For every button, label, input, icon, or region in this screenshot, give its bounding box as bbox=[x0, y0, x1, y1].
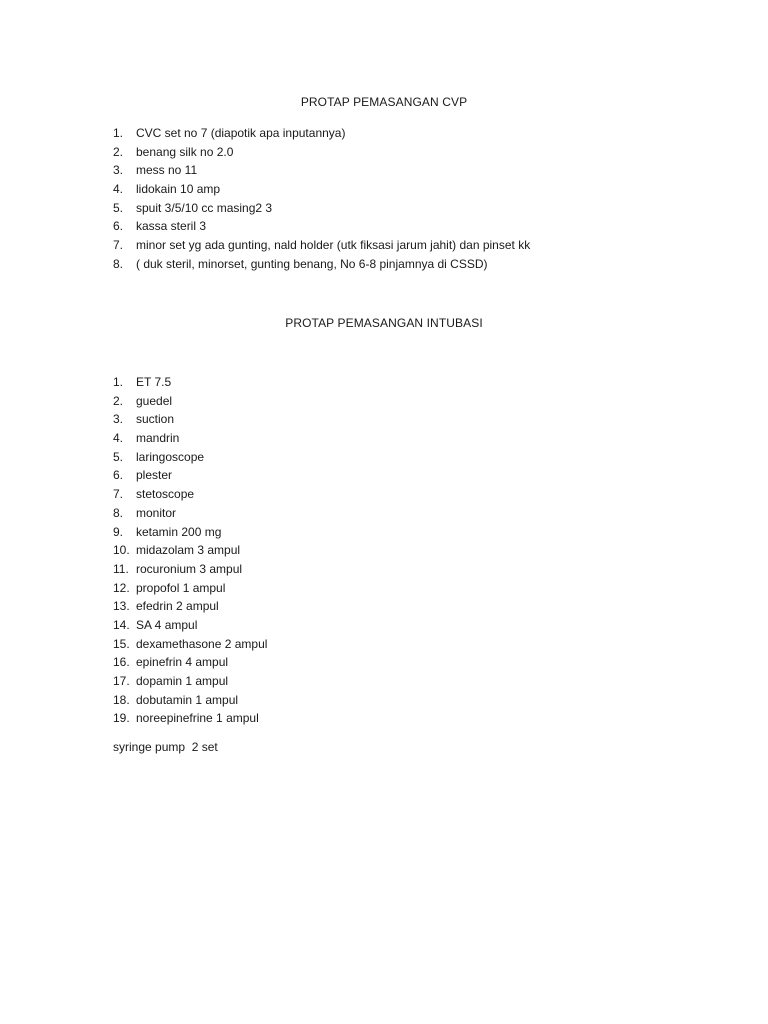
list-item-text: mandrin bbox=[136, 431, 180, 446]
list-item-text: guedel bbox=[136, 393, 173, 408]
list-item bbox=[113, 466, 267, 485]
list-item-number: 7. bbox=[113, 238, 124, 253]
list-item-text: benang silk no 2.0 bbox=[136, 144, 234, 159]
list-item-text: mess no 11 bbox=[136, 163, 198, 178]
list-item-text: minor set yg ada gunting, nald holder (utk fiksasi jarum jahit) dan pinset kk bbox=[136, 238, 531, 253]
list-item-text: noreepinefrine 1 ampul bbox=[136, 711, 259, 726]
list-item-text: SA 4 ampul bbox=[136, 617, 198, 632]
list-item-number: 1. bbox=[113, 126, 124, 140]
list-item-number: 4. bbox=[113, 431, 124, 446]
list-item bbox=[113, 616, 267, 635]
list-item-number: 9. bbox=[113, 524, 124, 539]
list-item bbox=[113, 485, 267, 504]
list-item bbox=[113, 635, 267, 654]
list-item bbox=[113, 161, 530, 180]
list-item bbox=[113, 691, 267, 710]
list-item bbox=[113, 579, 267, 598]
list-item bbox=[113, 255, 530, 274]
list-item bbox=[113, 373, 267, 392]
list-item bbox=[113, 429, 267, 448]
list-item bbox=[113, 672, 267, 691]
list-item bbox=[113, 560, 267, 579]
list-item bbox=[113, 392, 267, 411]
list-item bbox=[113, 124, 530, 143]
list-item-number: 2. bbox=[113, 144, 124, 159]
list-item-number: 5. bbox=[113, 449, 124, 464]
list-item-number: 8. bbox=[113, 256, 124, 271]
list-item bbox=[113, 199, 530, 218]
list-item-number: 15. bbox=[113, 636, 130, 651]
list-item-text: stetoscope bbox=[136, 487, 195, 502]
list-item-text: dexamethasone 2 ampul bbox=[136, 636, 268, 651]
list-item-number: 2. bbox=[113, 393, 124, 408]
list-item-text: spuit 3/5/10 cc masing2 3 bbox=[136, 200, 273, 215]
list-item-number: 18. bbox=[113, 692, 130, 707]
list-item-text: laringoscope bbox=[136, 449, 205, 464]
list-item-number: 6. bbox=[113, 468, 124, 483]
list-item-text: dobutamin 1 ampul bbox=[136, 692, 239, 707]
list-item-text: ET 7.5 bbox=[136, 375, 172, 389]
list-item bbox=[113, 597, 267, 616]
list-item bbox=[113, 541, 267, 560]
list-item-number: 6. bbox=[113, 219, 124, 234]
list-item-number: 12. bbox=[113, 580, 130, 595]
list-item bbox=[113, 236, 530, 255]
list-item-text: suction bbox=[136, 412, 175, 427]
list-item-number: 5. bbox=[113, 200, 124, 215]
list-item-text: epinefrin 4 ampul bbox=[136, 655, 229, 670]
cvp-title: PROTAP PEMASANGAN CVP bbox=[300, 95, 468, 109]
list-item-text: CVC set no 7 (diapotik apa inputannya) bbox=[136, 126, 346, 140]
intubasi-title: PROTAP PEMASANGAN INTUBASI bbox=[285, 316, 483, 330]
list-item bbox=[113, 180, 530, 199]
list-item-number: 14. bbox=[113, 617, 130, 632]
list-item bbox=[113, 448, 267, 467]
list-item-text: propofol 1 ampul bbox=[136, 580, 226, 595]
list-item bbox=[113, 143, 530, 162]
list-item-number: 8. bbox=[113, 505, 124, 520]
list-item-text: ketamin 200 mg bbox=[136, 524, 222, 539]
list-item bbox=[113, 709, 267, 728]
list-item-text: efedrin 2 ampul bbox=[136, 599, 219, 614]
list-item-text: kassa steril 3 bbox=[136, 219, 207, 234]
list-item-number: 7. bbox=[113, 487, 124, 502]
list-item-text: midazolam 3 ampul bbox=[136, 543, 241, 558]
list-item-number: 10. bbox=[113, 543, 130, 558]
list-item-text: rocuronium 3 ampul bbox=[136, 561, 243, 576]
list-item-text: monitor bbox=[136, 505, 177, 520]
list-item-number: 16. bbox=[113, 655, 130, 670]
list-item-number: 3. bbox=[113, 163, 124, 178]
list-item-text: dopamin 1 ampul bbox=[136, 674, 229, 688]
cvp-list bbox=[113, 124, 530, 274]
intubasi-list bbox=[113, 373, 267, 728]
list-item-number: 3. bbox=[113, 412, 124, 427]
list-item bbox=[113, 653, 267, 672]
list-item bbox=[113, 410, 267, 429]
list-item-number: 13. bbox=[113, 599, 130, 614]
syringe-pump-note: syringe pump 2 set bbox=[113, 740, 218, 754]
list-item-number: 17. bbox=[113, 674, 130, 688]
list-item bbox=[113, 504, 267, 523]
list-item-text: ( duk steril, minorset, gunting benang, No 6-8 pinjamnya di CSSD) bbox=[136, 256, 488, 271]
list-item-number: 19. bbox=[113, 711, 130, 726]
list-item-text: plester bbox=[136, 468, 173, 483]
list-item-number: 4. bbox=[113, 182, 124, 197]
list-item bbox=[113, 523, 267, 542]
list-item-text: lidokain 10 amp bbox=[136, 182, 221, 197]
list-item-number: 1. bbox=[113, 375, 124, 389]
list-item bbox=[113, 217, 530, 236]
list-item-number: 11. bbox=[113, 561, 129, 576]
